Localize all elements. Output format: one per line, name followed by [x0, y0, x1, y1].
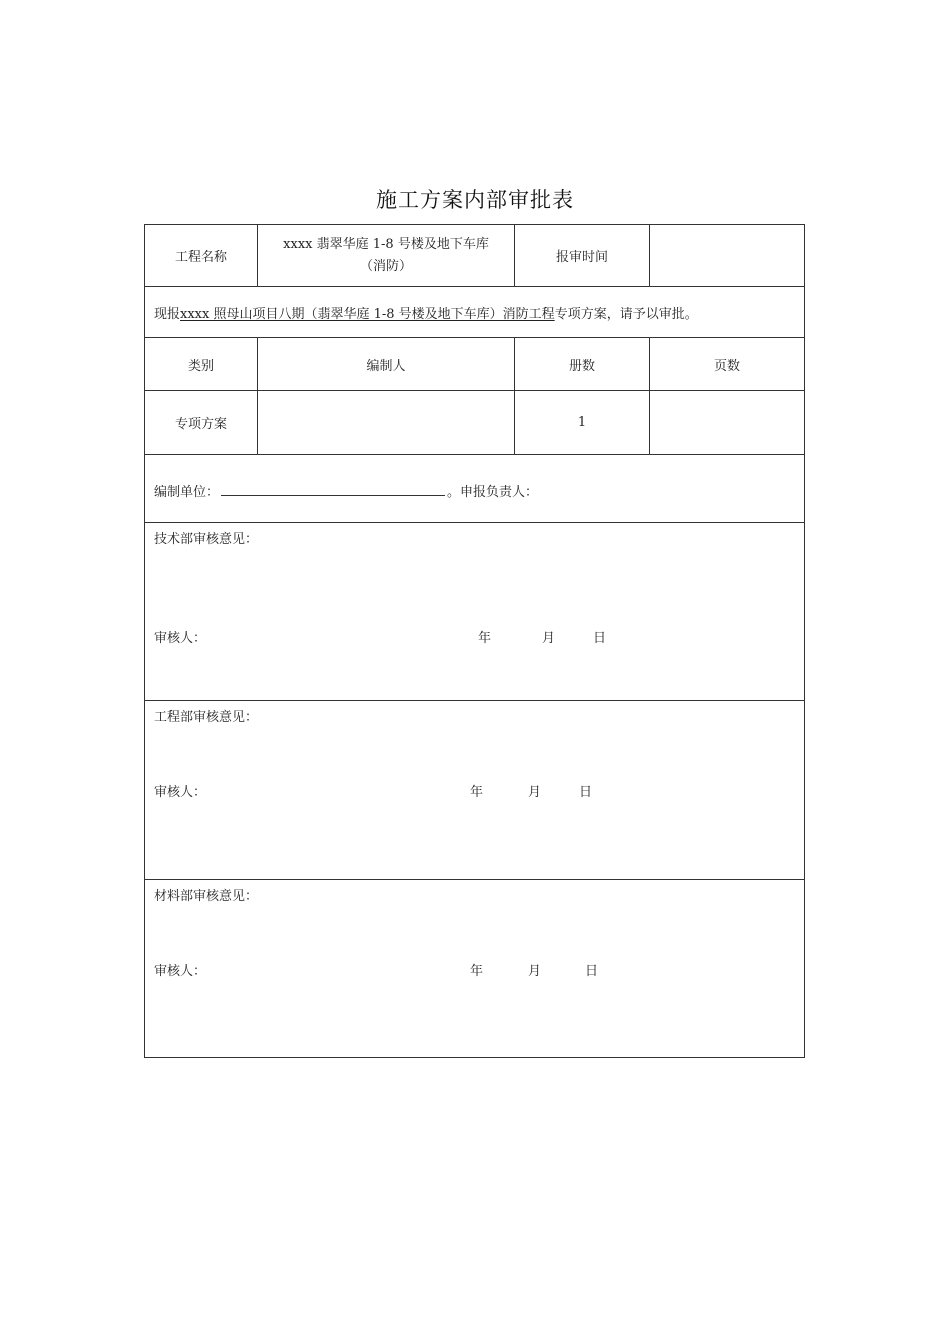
- review-tech-section: [145, 523, 804, 701]
- header-volumes: 册数: [515, 338, 650, 390]
- header-author: 编制人: [258, 338, 515, 390]
- project-name-cell[interactable]: [258, 225, 515, 286]
- report-time-value[interactable]: [650, 225, 804, 286]
- review-materials-year: 年: [470, 964, 484, 979]
- project-label: 工程名称: [145, 225, 258, 286]
- submission-prefix: 现报: [154, 307, 181, 322]
- submission-row: [145, 287, 804, 338]
- review-engineering-day: 日: [579, 785, 593, 800]
- project-row: [145, 225, 804, 287]
- header-pages: 页数: [713, 358, 740, 374]
- submission-project: xxxx 照母山项目八期（翡翠华庭 1-8 号楼及地下车库）消防工程: [180, 307, 555, 322]
- unit-blank[interactable]: [221, 483, 445, 496]
- report-time-label: 报审时间: [515, 225, 650, 286]
- review-materials-day: 日: [585, 964, 599, 979]
- review-engineering-title: 工程部审核意见：: [154, 710, 259, 725]
- table-row: [145, 391, 804, 455]
- responsible-label: 申报负责人：: [460, 485, 539, 500]
- page-title: 施工方案内部审批表: [376, 188, 574, 212]
- submission-suffix: 专项方案，请予以审批。: [554, 307, 698, 322]
- review-tech-month: 月: [542, 631, 556, 646]
- author-value[interactable]: [258, 391, 515, 454]
- review-materials-section: [145, 880, 804, 1057]
- review-engineering-section: [145, 701, 804, 880]
- review-materials-title: 材料部审核意见：: [154, 889, 259, 904]
- review-engineering-year: 年: [470, 785, 484, 800]
- unit-label: 编制单位：: [154, 485, 220, 500]
- volumes-value[interactable]: 1: [515, 391, 650, 454]
- project-name-line1: xxxx 翡翠华庭 1-8 号楼及地下车库: [283, 236, 489, 252]
- review-materials-reviewer: 审核人：: [154, 964, 207, 979]
- review-tech-reviewer: 审核人：: [154, 631, 207, 646]
- category-value: 专项方案: [145, 391, 258, 454]
- review-tech-day: 日: [593, 631, 607, 646]
- project-name-line2: （消防）: [359, 258, 412, 274]
- review-engineering-month: 月: [528, 785, 542, 800]
- unit-separator: 。: [447, 485, 461, 500]
- review-tech-year: 年: [478, 631, 492, 646]
- review-engineering-reviewer: 审核人：: [154, 785, 207, 800]
- header-category: 类别: [145, 338, 258, 390]
- unit-row: [145, 455, 804, 523]
- unit-line: [154, 481, 538, 500]
- review-materials-month: 月: [528, 964, 542, 979]
- submission-statement: [154, 303, 698, 322]
- review-tech-title: 技术部审核意见：: [154, 532, 259, 547]
- pages-value[interactable]: [650, 391, 804, 454]
- approval-form: [144, 224, 805, 1058]
- table-header-row: [145, 338, 804, 391]
